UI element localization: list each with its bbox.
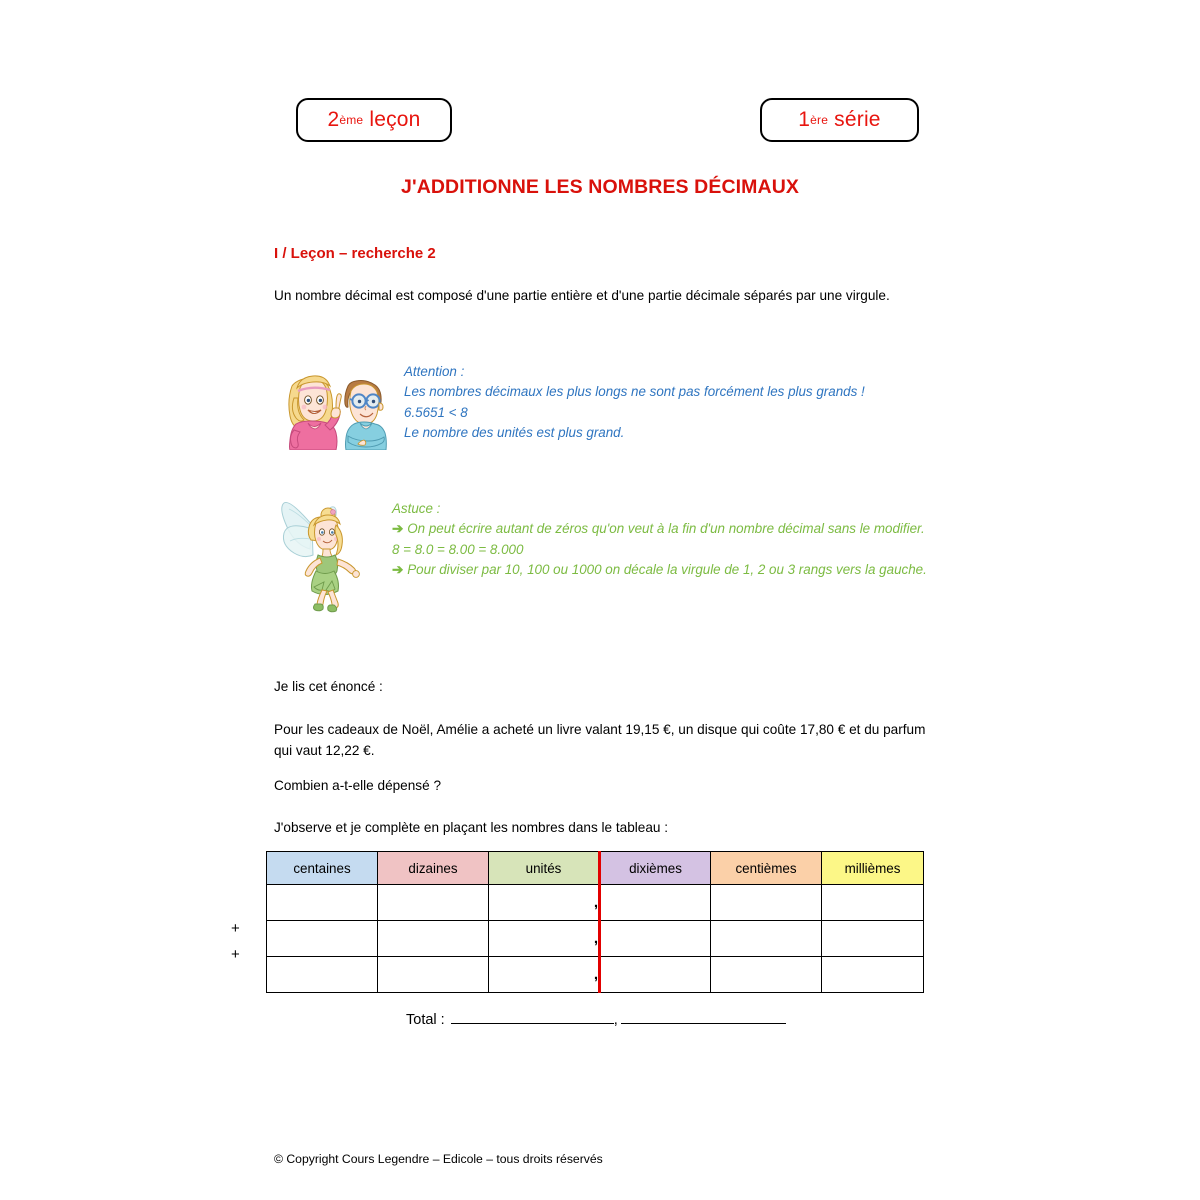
header-cell-dizaines: dizaines xyxy=(378,852,489,885)
cell-dizaines[interactable] xyxy=(378,957,489,993)
lesson-badge-word: leçon xyxy=(369,108,421,131)
footer-copyright: © Copyright Cours Legendre – Edicole – tous droits réservés xyxy=(274,1152,603,1166)
attention-text-block xyxy=(404,358,914,444)
total-line xyxy=(406,1010,786,1028)
series-badge-word: série xyxy=(834,108,881,131)
header-cell-dixiemes: dixièmes xyxy=(600,852,711,885)
section-heading: I / Leçon – recherche 2 xyxy=(274,245,436,262)
attention-line-2: 6.5651 < 8 xyxy=(404,404,468,420)
series-number-badge: 1 ère série xyxy=(760,98,919,142)
operator-plus-2: + xyxy=(231,946,240,963)
table-row xyxy=(267,885,924,921)
table-header-row xyxy=(267,852,924,885)
cell-dixiemes[interactable] xyxy=(600,921,711,957)
cell-dixiemes[interactable] xyxy=(600,957,711,993)
cell-centaines[interactable] xyxy=(267,921,378,957)
table-row xyxy=(267,921,924,957)
attention-line-1: Les nombres décimaux les plus longs ne sont pas forcément les plus grands ! xyxy=(404,384,865,400)
attention-title: Attention : xyxy=(404,364,465,379)
fairy-illustration xyxy=(278,495,370,613)
astuce-line-3-text: Pour diviser par 10, 100 ou 1000 on décale la virgule de 1, 2 ou 3 rangs vers la gauche. xyxy=(407,562,927,578)
cell-centiemes[interactable] xyxy=(711,885,822,921)
total-blank-integer[interactable] xyxy=(451,1010,614,1024)
lesson-number-badge: 2 ème leçon xyxy=(296,98,452,142)
cell-unites[interactable]: , xyxy=(489,921,600,957)
astuce-line-1 xyxy=(392,519,937,539)
page-title: J'ADDITIONNE LES NOMBRES DÉCIMAUX xyxy=(401,176,799,198)
total-label: Total : xyxy=(406,1012,445,1028)
cell-centaines[interactable] xyxy=(267,957,378,993)
problem-statement: Pour les cadeaux de Noël, Amélie a acheté un livre valant 19,15 €, un disque qui coûte 17,80 € et du parfum qui vaut 12,22 €. xyxy=(274,722,926,759)
operator-plus-1: + xyxy=(231,920,240,937)
cell-dizaines[interactable] xyxy=(378,885,489,921)
cell-centiemes[interactable] xyxy=(711,921,822,957)
astuce-line-2: 8 = 8.0 = 8.00 = 8.000 xyxy=(392,541,524,557)
astuce-text-block xyxy=(392,495,937,581)
header-cell-centiemes: centièmes xyxy=(711,852,822,885)
cell-milliemes[interactable] xyxy=(822,921,924,957)
cell-unites[interactable]: , xyxy=(489,957,600,993)
astuce-callout xyxy=(278,495,938,613)
cell-milliemes[interactable] xyxy=(822,957,924,993)
attention-line-3: Le nombre des unités est plus grand. xyxy=(404,425,625,441)
total-decimal-separator: , xyxy=(613,1012,618,1028)
astuce-title: Astuce : xyxy=(392,501,441,516)
lesson-badge-number: 2 xyxy=(327,108,340,131)
table-instruction: J'observe et je complète en plaçant les nombres dans le tableau : xyxy=(274,820,669,835)
cell-milliemes[interactable] xyxy=(822,885,924,921)
table-row xyxy=(267,957,924,993)
cell-dixiemes[interactable] xyxy=(600,885,711,921)
header-cell-milliemes: millièmes xyxy=(822,852,924,885)
read-prompt: Je lis cet énoncé : xyxy=(274,679,383,694)
series-badge-number: 1 xyxy=(798,108,811,131)
arrow-right-icon: ➔ xyxy=(392,521,404,537)
header-cell-centaines: centaines xyxy=(267,852,378,885)
cell-dizaines[interactable] xyxy=(378,921,489,957)
total-blank-decimal[interactable] xyxy=(621,1010,786,1024)
place-value-table xyxy=(266,851,924,993)
astuce-line-3 xyxy=(392,560,937,580)
header-cell-unites: unités xyxy=(489,852,600,885)
attention-callout xyxy=(278,358,938,450)
section-intro-text: Un nombre décimal est composé d'une partie entière et d'une partie décimale séparés par une virgule. xyxy=(274,288,890,303)
cell-centaines[interactable] xyxy=(267,885,378,921)
problem-question: Combien a-t-elle dépensé ? xyxy=(274,778,442,793)
cell-unites[interactable]: , xyxy=(489,885,600,921)
cell-centiemes[interactable] xyxy=(711,957,822,993)
two-children-illustration xyxy=(278,358,390,450)
arrow-right-icon-2: ➔ xyxy=(392,562,404,578)
astuce-line-1-text: On peut écrire autant de zéros qu'on veut à la fin d'un nombre décimal sans le modifier. xyxy=(407,521,925,537)
